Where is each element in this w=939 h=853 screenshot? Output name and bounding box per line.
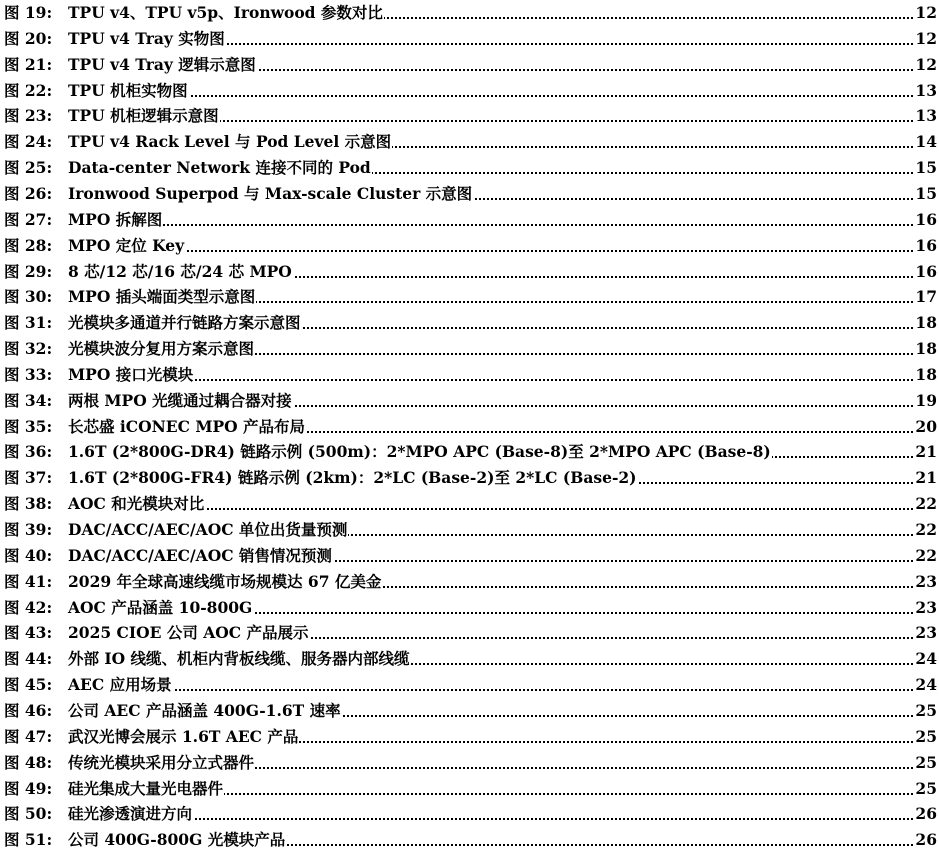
figure-number: 图 45:	[4, 675, 53, 695]
figure-number: 图 43:	[4, 623, 53, 643]
page-number: 22	[914, 543, 937, 569]
figure-number: 图 32:	[4, 339, 53, 359]
toc-entry[interactable]	[0, 129, 939, 155]
figure-title-link[interactable]: 硅光渗透演进方向	[68, 801, 193, 827]
figure-number: 图 49:	[4, 778, 53, 798]
figure-number: 图 46:	[4, 700, 53, 720]
page-number: 25	[914, 698, 937, 724]
toc-entry[interactable]	[0, 724, 939, 750]
toc-entry[interactable]	[0, 776, 939, 802]
figure-title-link[interactable]: TPU v4 Tray 实物图	[68, 26, 226, 52]
dot-leader	[68, 224, 913, 226]
figure-number: 图 38:	[4, 494, 53, 514]
page-number: 16	[914, 207, 937, 233]
figure-number: 图 44:	[4, 649, 53, 669]
page-number: 18	[914, 310, 937, 336]
figure-title-link[interactable]: 8 芯/12 芯/16 芯/24 芯 MPO	[68, 259, 293, 285]
toc-entry[interactable]	[0, 26, 939, 52]
figure-title-link[interactable]: 公司 AEC 产品涵盖 400G-1.6T 速率	[68, 698, 342, 724]
figure-number: 图 28:	[4, 235, 53, 255]
figure-number: 图 26:	[4, 183, 53, 203]
figure-title-link[interactable]: AOC 产品涵盖 10-800G	[68, 595, 253, 621]
figure-title-link[interactable]: 2029 年全球高速线缆市场规模达 67 亿美金	[68, 569, 382, 595]
page-number: 13	[914, 103, 937, 129]
figure-title-link[interactable]: TPU 机柜实物图	[68, 78, 189, 104]
figure-number: 图 25:	[4, 158, 53, 178]
page-number: 12	[914, 26, 937, 52]
figure-number: 图 19:	[4, 3, 53, 22]
figure-title-link[interactable]: TPU 机柜逻辑示意图	[68, 103, 220, 129]
page-number: 20	[914, 414, 937, 440]
page-number: 18	[914, 336, 937, 362]
figure-number: 图 33:	[4, 364, 53, 384]
figure-number: 图 47:	[4, 726, 53, 746]
figure-number: 图 36:	[4, 442, 53, 462]
figure-title-link[interactable]: 武汉光博会展示 1.6T AEC 产品	[68, 724, 299, 750]
toc-entry[interactable]	[0, 155, 939, 181]
toc-entry[interactable]	[0, 52, 939, 78]
page-number: 16	[914, 233, 937, 259]
toc-entry[interactable]	[0, 414, 939, 440]
page-number: 12	[914, 0, 937, 26]
figure-title-link[interactable]: DAC/ACC/AEC/AOC 销售情况预测	[68, 543, 333, 569]
figure-number: 图 42:	[4, 597, 53, 617]
page-number: 24	[914, 672, 937, 698]
figure-title-link[interactable]: MPO 接口光模块	[68, 362, 194, 388]
page-number: 16	[914, 259, 937, 285]
figure-number: 图 51:	[4, 830, 53, 850]
figure-title-link[interactable]: AEC 应用场景	[68, 672, 173, 698]
figure-number: 图 39:	[4, 520, 53, 539]
figure-title-link[interactable]: Ironwood Superpod 与 Max-scale Cluster 示意图	[68, 181, 473, 207]
figure-title-link[interactable]: MPO 拆解图	[68, 207, 163, 233]
toc-entry[interactable]	[0, 207, 939, 233]
figure-title-link[interactable]: 光模块波分复用方案示意图	[68, 336, 255, 362]
figure-title-link[interactable]: AOC 和光模块对比	[68, 491, 205, 517]
toc-entry[interactable]	[0, 233, 939, 259]
figure-title-link[interactable]: 2025 CIOE 公司 AOC 产品展示	[68, 620, 310, 646]
page-number: 13	[914, 78, 937, 104]
page-number: 14	[914, 129, 937, 155]
toc-entry[interactable]	[0, 0, 939, 26]
page-number: 26	[914, 827, 937, 853]
page-number: 19	[914, 388, 937, 414]
figure-number: 图 50:	[4, 804, 53, 824]
figure-title-link[interactable]: 1.6T (2*800G-FR4) 链路示例 (2km)：2*LC (Base-2)至 2*LC (Base-2)	[68, 465, 638, 491]
toc-entry[interactable]	[0, 698, 939, 724]
figure-title-link[interactable]: 长芯盛 iCONEC MPO 产品布局	[68, 414, 306, 440]
figure-number: 图 27:	[4, 209, 53, 229]
figure-number: 图 21:	[4, 54, 53, 74]
figure-title-link[interactable]: 传统光模块采用分立式器件	[68, 750, 255, 776]
page-number: 23	[914, 595, 937, 621]
page-number: 24	[914, 646, 937, 672]
page-number: 23	[914, 569, 937, 595]
toc-entry[interactable]	[0, 310, 939, 336]
page-number: 21	[914, 465, 937, 491]
figure-title-link[interactable]: 两根 MPO 光缆通过耦合器对接	[68, 388, 293, 414]
dot-leader	[68, 250, 913, 252]
figure-number: 图 29:	[4, 261, 53, 281]
page-number: 18	[914, 362, 937, 388]
figure-number: 图 41:	[4, 571, 53, 591]
toc-entry[interactable]	[0, 620, 939, 646]
page-number: 15	[914, 181, 937, 207]
figure-title-link[interactable]: TPU v4 Tray 逻辑示意图	[68, 52, 257, 78]
page-number: 23	[914, 620, 937, 646]
page-number: 25	[914, 750, 937, 776]
toc-entry[interactable]	[0, 672, 939, 698]
toc-entry[interactable]	[0, 181, 939, 207]
figure-title-link[interactable]: 硅光集成大量光电器件	[68, 776, 224, 802]
toc-entry[interactable]	[0, 78, 939, 104]
toc-entry[interactable]	[0, 103, 939, 129]
figure-title-link[interactable]: MPO 插头端面类型示意图	[68, 284, 256, 310]
figure-number: 图 31:	[4, 313, 53, 333]
toc-entry[interactable]	[0, 439, 939, 465]
dot-leader	[68, 818, 913, 820]
toc-entry[interactable]	[0, 646, 939, 672]
page-number: 22	[914, 517, 937, 543]
figure-number: 图 35:	[4, 416, 53, 436]
figure-number: 图 24:	[4, 132, 53, 152]
toc-entry[interactable]	[0, 465, 939, 491]
figure-title-link[interactable]: 光模块多通道并行链路方案示意图	[68, 310, 302, 336]
dot-leader	[68, 95, 913, 97]
figure-number: 图 23:	[4, 106, 53, 126]
figure-title-link[interactable]: TPU v4 Rack Level 与 Pod Level 示意图	[68, 129, 392, 155]
page-number: 17	[914, 284, 937, 310]
page-number: 25	[914, 724, 937, 750]
toc-entry[interactable]	[0, 750, 939, 776]
toc-entry[interactable]	[0, 517, 939, 543]
figure-title-link[interactable]: 1.6T (2*800G-DR4) 链路示例 (500m)：2*MPO APC (Base-8)至 2*MPO APC (Base-8)	[68, 439, 772, 465]
toc-entry[interactable]	[0, 827, 939, 853]
toc-entry[interactable]	[0, 336, 939, 362]
page-number: 15	[914, 155, 937, 181]
figure-number: 图 20:	[4, 28, 53, 48]
figure-number: 图 40:	[4, 545, 53, 565]
figure-number: 图 22:	[4, 80, 53, 100]
dot-leader	[68, 689, 913, 691]
toc-entry[interactable]	[0, 595, 939, 621]
figure-title-link[interactable]: DAC/ACC/AEC/AOC 单位出货量预测	[68, 517, 348, 543]
dot-leader	[68, 379, 913, 381]
toc-entry[interactable]	[0, 491, 939, 517]
figure-title-link[interactable]: TPU v4、TPU v5p、Ironwood 参数对比	[68, 0, 384, 26]
page-number: 25	[914, 776, 937, 802]
page-number: 12	[914, 52, 937, 78]
toc-entry[interactable]	[0, 259, 939, 285]
toc-entry[interactable]	[0, 801, 939, 827]
toc-entry[interactable]	[0, 569, 939, 595]
figure-title-link[interactable]: 外部 IO 线缆、机柜内背板线缆、服务器内部线缆	[68, 646, 411, 672]
figure-title-link[interactable]: 公司 400G-800G 光模块产品	[68, 827, 286, 853]
toc-entry[interactable]	[0, 388, 939, 414]
figure-number: 图 34:	[4, 390, 53, 410]
page-number: 26	[914, 801, 937, 827]
toc-entry[interactable]	[0, 362, 939, 388]
figure-number: 图 30:	[4, 287, 53, 307]
figure-number: 图 48:	[4, 752, 53, 772]
toc-entry[interactable]	[0, 284, 939, 310]
page-number: 22	[914, 491, 937, 517]
page-number: 21	[914, 439, 937, 465]
figure-number: 图 37:	[4, 468, 53, 488]
figure-title-link[interactable]: Data-center Network 连接不同的 Pod	[68, 155, 372, 181]
toc-entry[interactable]	[0, 543, 939, 569]
figure-title-link[interactable]: MPO 定位 Key	[68, 233, 185, 259]
